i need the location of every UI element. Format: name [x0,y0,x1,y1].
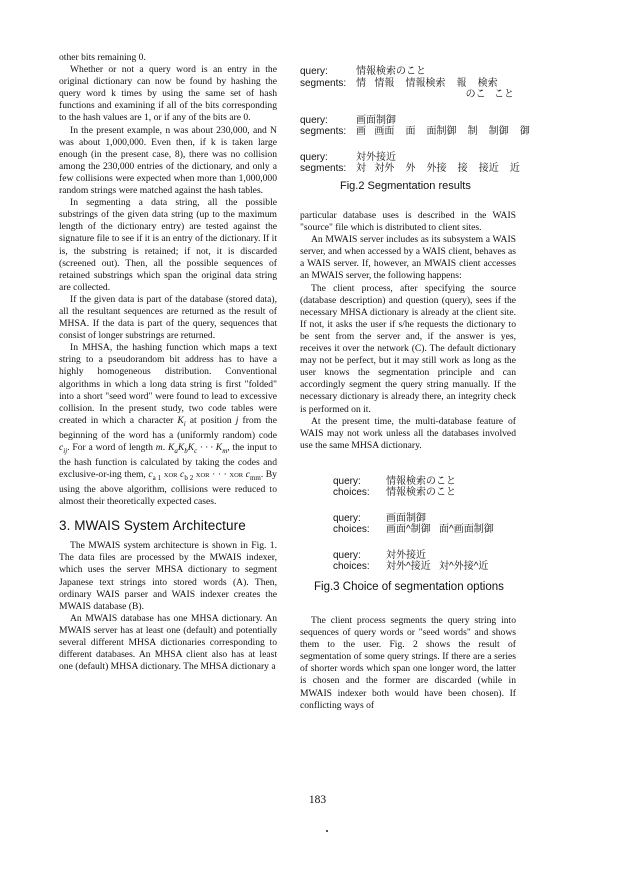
query-text: 対外接近 [356,151,396,163]
segments-continuation: のこ こと [465,89,514,100]
query-label: query: [333,475,361,487]
query-label: query: [333,549,361,561]
query-text: 情報検索のこと [386,475,456,487]
segments-label: segments: [300,77,347,89]
page-number: 183 [308,794,327,806]
segments-label: segments: [300,163,347,174]
paragraph: The client process, after specifying the source (database description) and question (query), sees if the necessary MHSA dictionary is already at the client site. If not, it asks the user if s/he requests the dictionary to be sent from the server and, if the answer is yes, receives it over the network (C). The default dictionary may not be perfect, but it may still work as long as the user knows the segmentation principle and can accordingly segment the query string manually. If the necessary dictionary is already there, an integrity check is performed on it. [300,282,516,415]
segments-text: 画 画面 面 面制御 制 制御 御 [356,126,530,137]
query-text: 対外接近 [386,549,426,561]
segments-text: 対 対外 外 外接 接 接近 近 [356,163,520,174]
paragraph: The MWAIS system architecture is shown in Fig. 1. The data files are processed by the MWAIS indexer, which uses the server MHSA dictionary to segment Japanese text strings into stored words (A). Then, ordinary WAIS parser and WAIS indexer creates the MWAIS database (B). [59,540,277,612]
figure-2-caption: Fig.2 Segmentation results [340,179,471,192]
figure-3 [300,476,516,573]
left-column [59,52,277,673]
paragraph: Whether or not a query word is an entry in the original dictionary can now be found by hashing the query word k times by using the same set of hash functions and examining if all of the bits corresponding to the hash values are 1, or if any of the bits are 0. [59,64,277,124]
figure-3-caption: Fig.3 Choice of segmentation options [314,580,504,593]
paragraph: particular database uses is described in the WAIS "source" file which is distributed to client sites. [300,210,516,234]
figure-2-group [300,66,516,101]
figure-2-group [300,114,530,138]
paragraph: An MWAIS server includes as its subsystem a WAIS server, and when accessed by a WAIS client, behaves as a WAIS server. If, however, an MWAIS client accesses an MWAIS server, the following happens: [300,234,516,282]
figure-2 [300,66,530,192]
paragraph: An MWAIS database has one MHSA dictionary. An MWAIS server has at least one (default) and potentially several different MHSA dictionaries corresponding to different databases. An MHSA client also has at least one (default) MHSA dictionary. The MHSA dictionary a [59,612,277,673]
paragraph: In the present example, n was about 230,000, and N was about 1,000,000. Even then, if k is taken large enough (in the present case, 8), there was no collision among the 230,000 entries of the dictionary, and only a few collisions were expected when more than 1,000,000 random strings were matched against the hash tables. [59,124,277,197]
choices-text: 情報検索のこと [386,487,456,499]
figure-3-group [333,476,516,499]
choices-label: choices: [333,524,370,536]
figure-2-group [300,151,520,175]
paragraph: If the given data is part of the database (stored data), all the resultant sequences are returned as the result of MHSA. If the data is part of the query, sequences that consist of longer substrings are returned. [59,293,277,342]
choices-text: 対外^接近 対^外接^近 [386,561,489,573]
figure-3-group [333,550,516,573]
choices-label: choices: [333,487,370,499]
query-text: 画面制御 [356,114,396,126]
paragraph: In segmenting a data string, all the possible substrings of the given data string (up to the maximum length of the dictionary entry) are tested against the signature file to see if it is an entry of the dictionary. If it is, the substring is retained; if not, it is discarded (screened out). Then, all the possible sequences of retained substrings which span the original data string are collected. [59,197,277,293]
query-label: query: [300,66,328,77]
segments-label: segments: [300,126,347,137]
query-text: 情報検索のこと [356,66,426,77]
section-heading: 3. MWAIS System Architecture [59,518,246,534]
segments-text: 情 情報 情報検索 報 検索 [356,77,498,89]
paragraph: other bits remaining 0. [59,52,146,63]
paragraph-hashing: In MHSA, the hashing function which maps a text string to a pseudorandom bit address has to have a highly homogeneous distribution. Conventional algorithms in which a long data string is first "folded" into a short "seed word" were found to lead to excessive collision. In the present study, two code tables were created in which a character $K_i$ at position j from the beginning of the word has a (uniformly random) code $c_{ij}$. For a word of length m. $K_aK_bK_c$ · · · $K_m$, the input to the hash function is calculated by taking the codes and exclusive-or-ing them, $c_{a 1}$ XOR $c_{b 2}$ XOR · · · XOR $c_{mm}$. By using the above algorithm, collisions were reduced to almost their theoretically expected cases. [59,342,278,508]
paragraph: The client process segments the query string into sequences of query words or "seed words" and shows them to the user. Fig. 2 shows the result of segmentation of some query strings. If there are a series of shorter words which span one longer word, the latter is chosen and the former are discarded (while in MWAIS indexer both would have been chosen). If conflicting ways of [300,614,516,711]
speck [326,830,328,832]
query-text: 画面制御 [386,512,426,524]
right-column [300,52,530,712]
query-label: query: [333,512,361,524]
choices-label: choices: [333,561,370,573]
choices-text: 画面^制御 面^画面制御 [386,524,494,536]
paragraph: At the present time, the multi-database feature of WAIS may not work unless all the databases involved use the same MHSA dictionary. [300,415,516,451]
figure-3-group [333,513,516,536]
query-label: query: [300,114,328,126]
query-label: query: [300,151,328,163]
